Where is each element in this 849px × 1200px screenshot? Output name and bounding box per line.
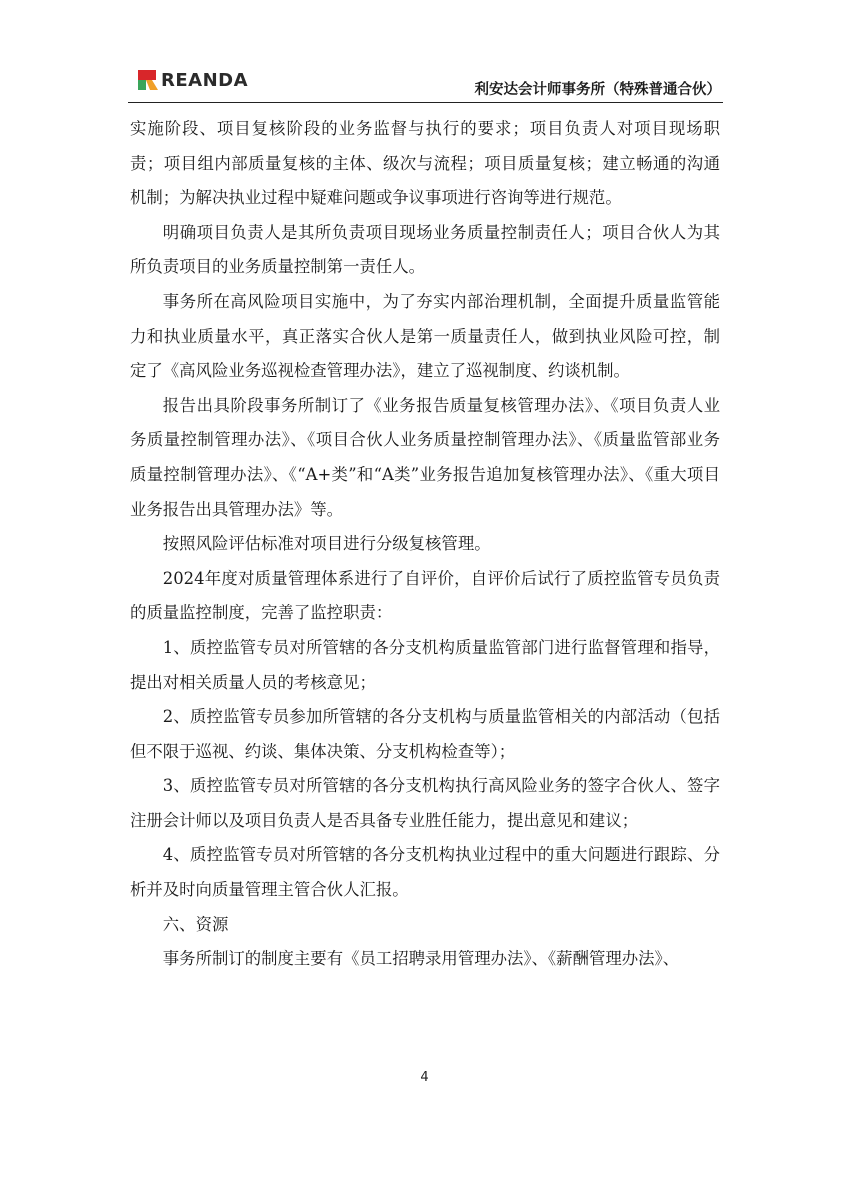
list-item: 1、质控监管专员对所管辖的各分支机构质量监管部门进行监督管理和指导，提出对相关质量人员的考核意见；	[130, 637, 720, 692]
page-number: 4	[420, 1070, 429, 1085]
firm-name: 利安达会计师事务所（特殊普通合伙）	[474, 82, 721, 98]
paragraph: 按照风险评估标准对项目进行分级复核管理。	[162, 534, 491, 554]
page-header	[128, 60, 723, 103]
paragraph: 实施阶段、项目复核阶段的业务监督与执行的要求；项目负责人对项目现场职责；项目组内部质量复核的主体、级次与流程；项目质量复核；建立畅通的沟通机制；为解决执业过程中疑难问题或争议事项进行咨询等进行规范。	[130, 119, 720, 208]
list-item: 3、质控监管专员对所管辖的各分支机构执行高风险业务的签字合伙人、签字注册会计师以及项目负责人是否具备专业胜任能力，提出意见和建议；	[130, 776, 720, 830]
paragraph: 报告出具阶段事务所制订了《业务报告质量复核管理办法》、《项目负责人业务质量控制管理办法》、《项目合伙人业务质量控制管理办法》、《质量监管部业务质量控制管理办法》、《“A+类”和“A类”业务报告追加复核管理办法》、《重大项目业务报告出具管理办法》等。	[130, 395, 720, 519]
logo-text: REANDA	[161, 69, 249, 91]
list-item: 4、质控监管专员对所管辖的各分支机构执业过程中的重大问题进行跟踪、分析并及时向质量管理主管合伙人汇报。	[130, 845, 720, 900]
document-body	[130, 112, 720, 977]
paragraph: 2024年度对质量管理体系进行了自评价，自评价后试行了质控监管专员负责的质量监控制度，完善了监控职责：	[130, 568, 720, 623]
list-item: 2、质控监管专员参加所管辖的各分支机构与质量监管相关的内部活动（包括但不限于巡视、约谈、集体决策、分支机构检查等）；	[130, 707, 720, 761]
section-heading: 六、资源	[162, 914, 229, 934]
reanda-logo-icon	[138, 70, 158, 90]
reanda-logo	[138, 69, 248, 91]
paragraph: 明确项目负责人是其所负责项目现场业务质量控制责任人；项目合伙人为其所负责项目的业务质量控制第一责任人。	[130, 222, 720, 277]
paragraph: 事务所制订的制度主要有《员工招聘录用管理办法》、《薪酬管理办法》、	[162, 949, 680, 969]
paragraph: 事务所在高风险项目实施中，为了夯实内部治理机制，全面提升质量监管能力和执业质量水平，真正落实合伙人是第一质量责任人，做到执业风险可控，制定了《高风险业务巡视检查管理办法》，建立了巡视制度、约谈机制。	[130, 291, 720, 381]
